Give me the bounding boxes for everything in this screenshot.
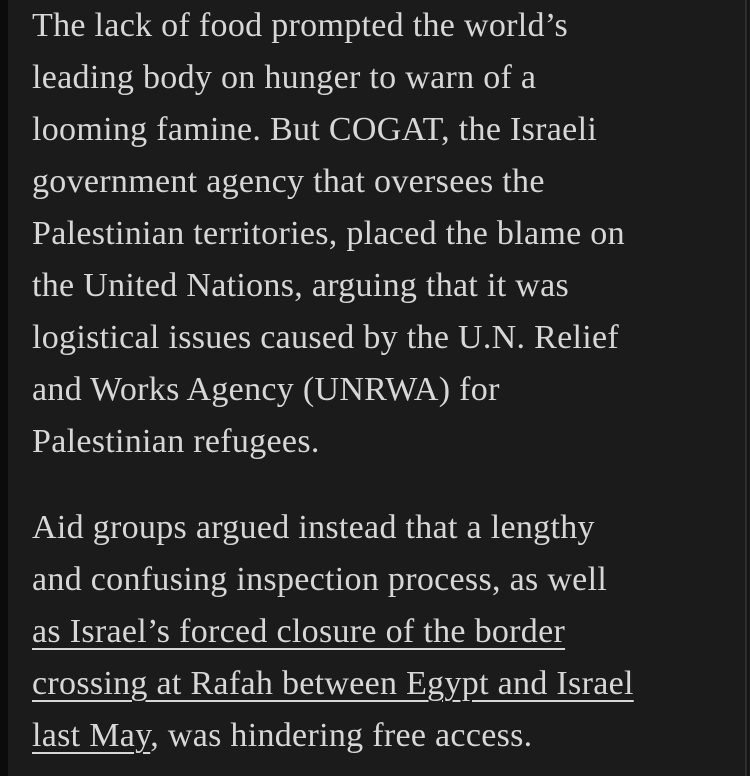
text-line [32, 554, 716, 606]
text-segment: Aid groups argued instead that a lengthy [32, 509, 595, 546]
text-segment: the United Nations, arguing that it was [32, 267, 570, 304]
page-left-edge [0, 0, 8, 776]
text-line [32, 502, 716, 554]
article-paragraph [32, 0, 716, 468]
text-segment: The lack of food prompted the world’s [32, 7, 569, 44]
rafah-closure-link[interactable]: crossing at Rafah between Egypt and Israel [32, 665, 634, 702]
text-segment: leading body on hunger to warn of a [32, 59, 537, 96]
text-segment: looming famine. But COGAT, the Israeli [32, 111, 598, 148]
text-segment: government agency that oversees the [32, 163, 545, 200]
text-line [32, 156, 716, 208]
text-line [32, 0, 716, 52]
text-segment: logistical issues caused by the U.N. Relief [32, 319, 619, 356]
text-line [32, 52, 716, 104]
article-paragraph [32, 502, 716, 762]
text-line [32, 260, 716, 312]
text-line [32, 606, 716, 658]
text-line [32, 312, 716, 364]
text-line [32, 710, 716, 762]
text-line [32, 208, 716, 260]
text-segment: and Works Agency (UNRWA) for [32, 371, 500, 408]
text-line [32, 364, 716, 416]
text-line [32, 658, 716, 710]
text-segment: Palestinian territories, placed the blame on [32, 215, 625, 252]
rafah-closure-link[interactable]: as Israel’s forced closure of the border [32, 613, 566, 650]
rafah-closure-link[interactable]: last May [32, 717, 151, 754]
article-body [32, 0, 716, 776]
text-segment: Palestinian refugees. [32, 423, 320, 460]
text-segment: and confusing inspection process, as well [32, 561, 608, 598]
text-segment: , was hindering free access. [150, 717, 533, 754]
text-line [32, 104, 716, 156]
text-line [32, 416, 716, 468]
